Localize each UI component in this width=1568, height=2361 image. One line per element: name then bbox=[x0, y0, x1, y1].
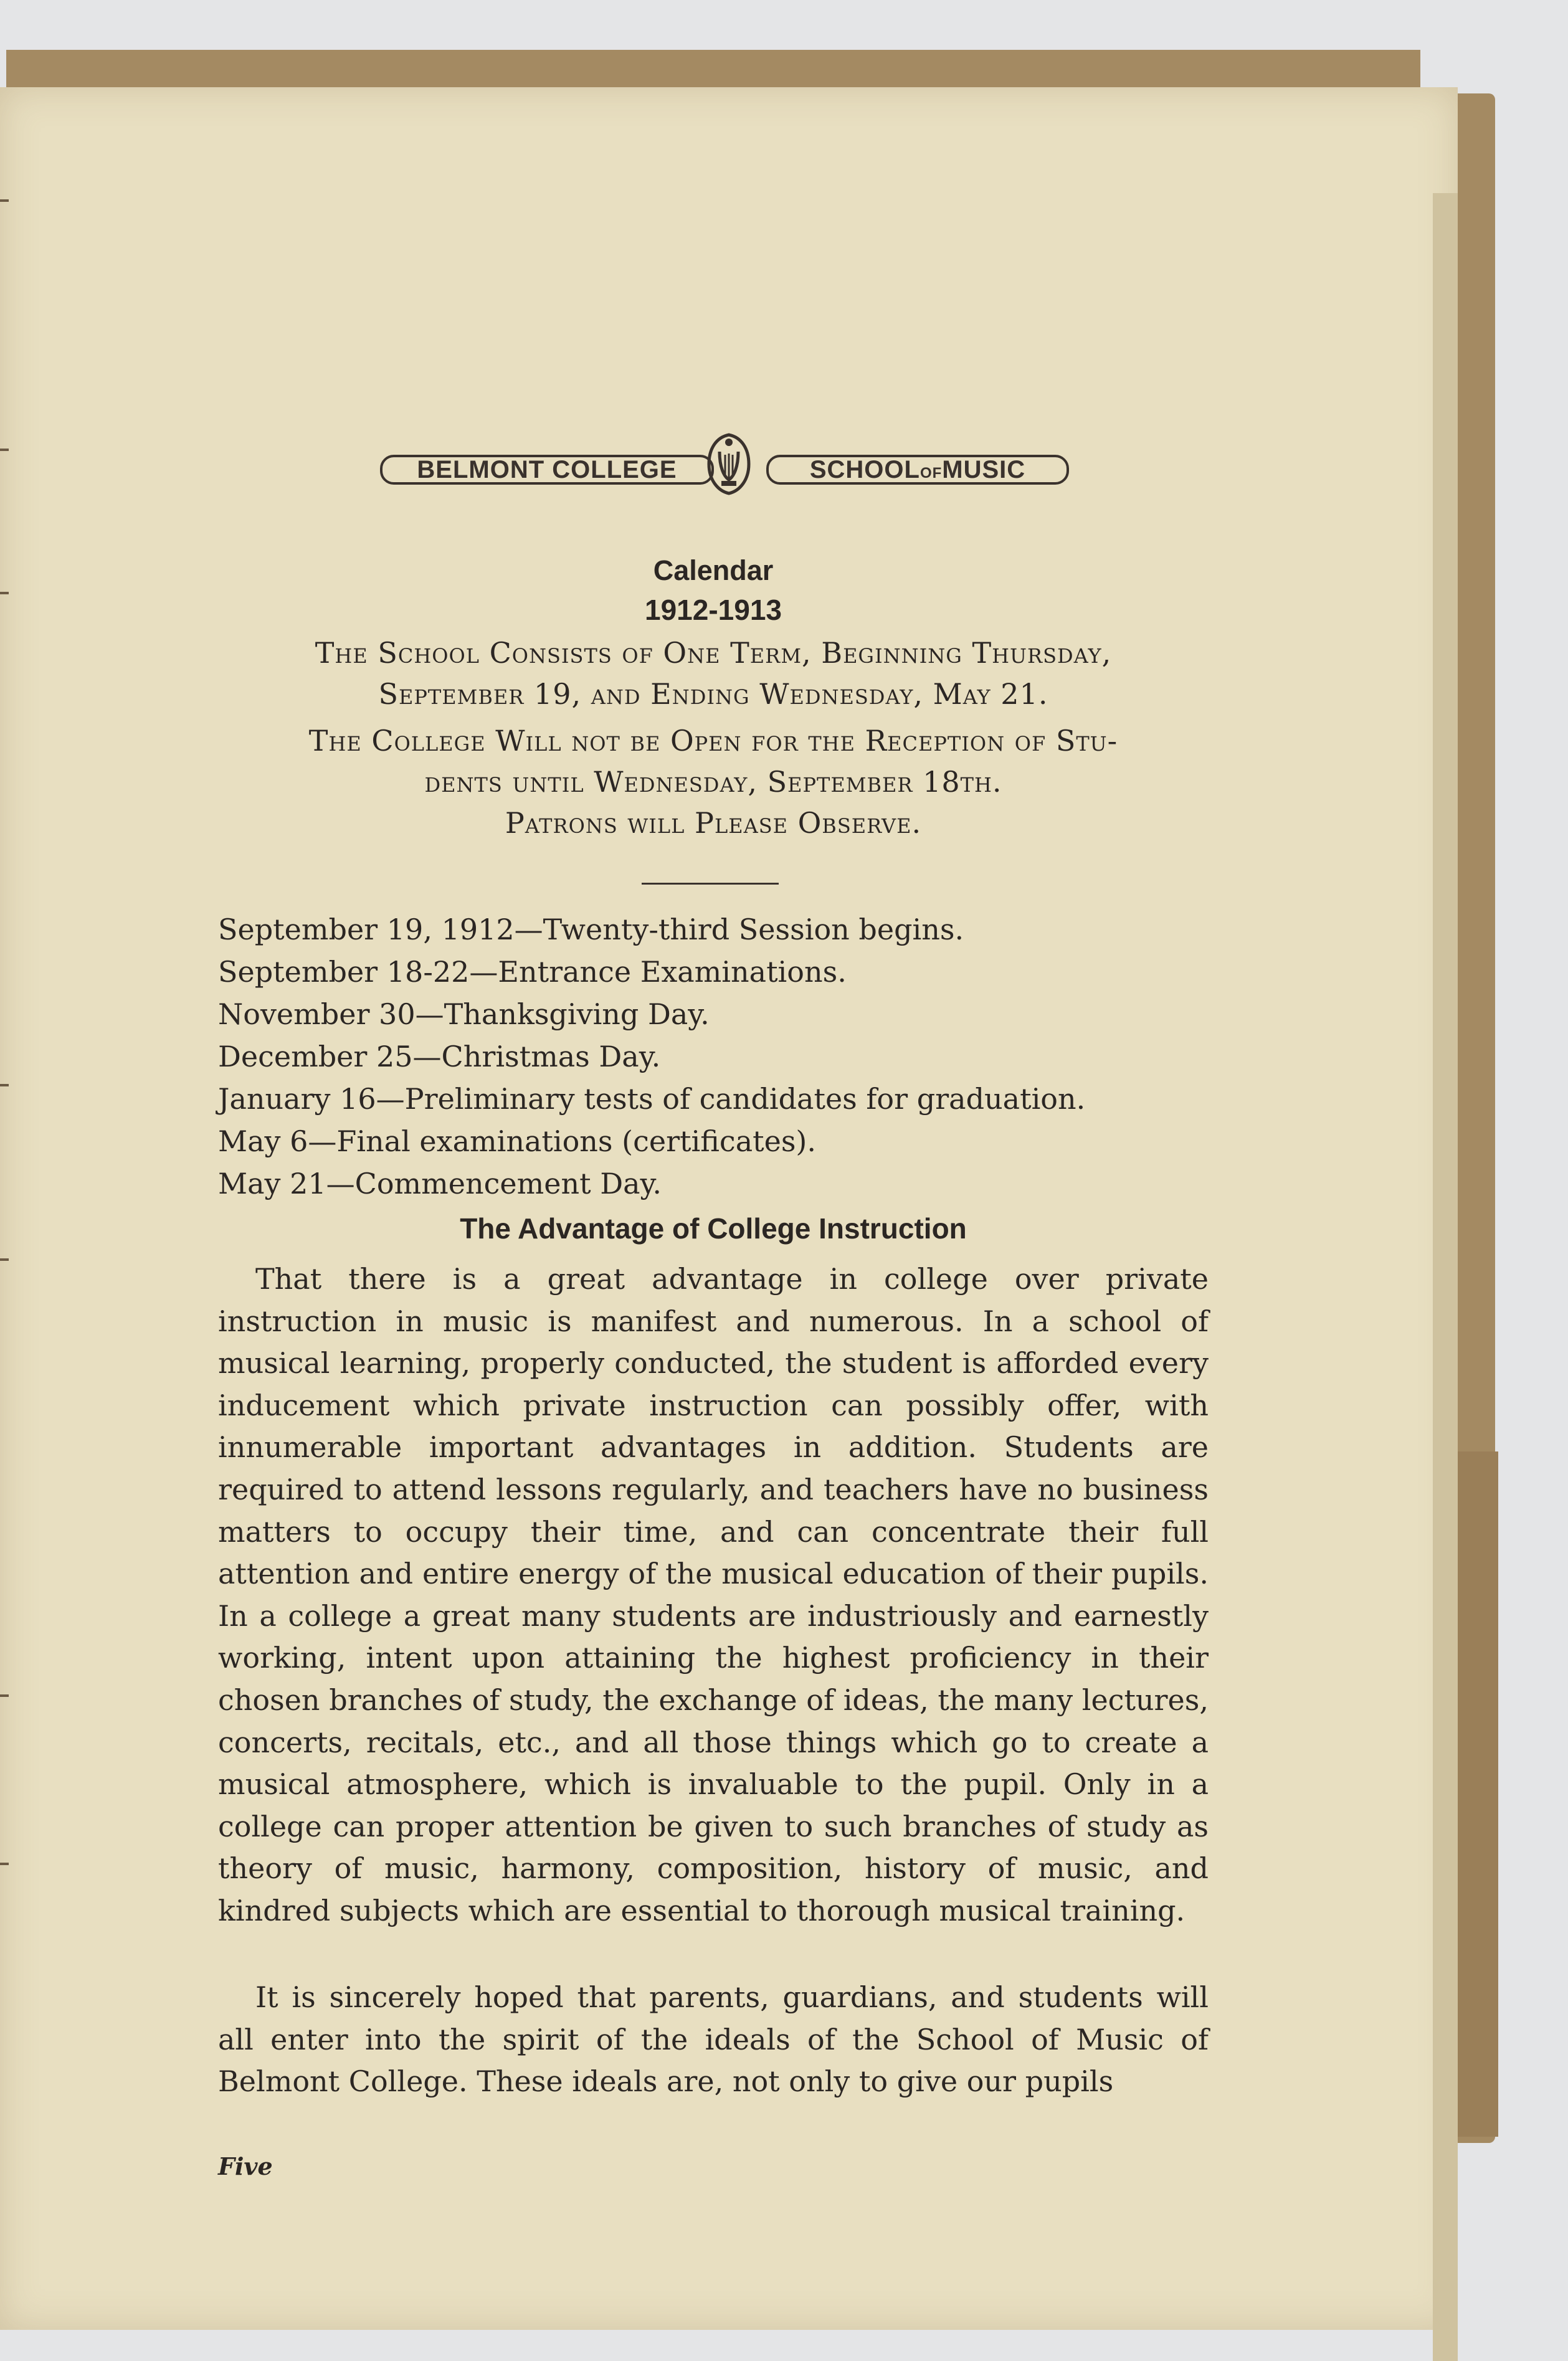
margin-mark bbox=[0, 1694, 9, 1697]
calendar-event: May 6—Final examinations (certificates). bbox=[218, 1124, 817, 1158]
notice-line: The School Consists of One Term, Beginning Thursday, bbox=[315, 636, 1112, 670]
calendar-event: November 30—Thanksgiving Day. bbox=[218, 997, 710, 1031]
header-of-word: OF bbox=[919, 465, 943, 482]
header-school-word: SCHOOL bbox=[809, 456, 920, 483]
page-number: Five bbox=[218, 2152, 273, 2180]
header-music-word: MUSIC bbox=[942, 456, 1026, 483]
margin-mark bbox=[0, 592, 9, 594]
calendar-event: September 19, 1912—Twenty-third Session begins. bbox=[218, 913, 964, 946]
margin-mark bbox=[0, 1258, 9, 1261]
calendar-events-list bbox=[218, 908, 1209, 1205]
calendar-event: May 21—Commencement Day. bbox=[218, 1167, 662, 1200]
calendar-event: December 25—Christmas Day. bbox=[218, 1040, 661, 1073]
margin-mark bbox=[0, 449, 9, 451]
margin-mark bbox=[0, 199, 9, 202]
margin-mark bbox=[0, 1084, 9, 1086]
header-school-label bbox=[766, 455, 1069, 485]
header-college-label: BELMONT COLLEGE bbox=[380, 455, 714, 485]
document-page bbox=[0, 87, 1458, 2330]
calendar-event: January 16—Preliminary tests of candidates for graduation. bbox=[218, 1082, 1086, 1116]
section-heading: The Advantage of College Instruction bbox=[460, 1212, 967, 1245]
calendar-year: 1912-1913 bbox=[645, 594, 782, 626]
calendar-event: September 18-22—Entrance Examinations. bbox=[218, 955, 847, 989]
notice-line: The College Will not be Open for the Reception of Stu- bbox=[308, 724, 1118, 758]
notice-line: Patrons will Please Observe. bbox=[505, 806, 922, 840]
lyre-emblem-icon bbox=[698, 430, 760, 498]
notice-line: September 19, and Ending Wednesday, May 21. bbox=[378, 677, 1048, 711]
margin-mark bbox=[0, 1863, 9, 1865]
body-paragraph: That there is a great advantage in college over private instruction in music is manifest and numerous. In a school of musical learning, properly conducted, the student is afforded every inducement which private instruction can possibly offer, with innumerable important advantages in addition. Students are required to attend lessons regularly, and teachers have no business matters to occupy their time, and can concentrate their full attention and entire energy of the musical education of their pupils. In a college a great many students are industriously and earnestly working, intent upon attaining the highest proficiency in their chosen branches of study, the exchange of ideas, the many lectures, concerts, recitals, etc., and all those things which go to create a musical atmosphere, which is invaluable to the pupil. Only in a college can proper attention be given to such branches of study as theory of music, harmony, composition, history of music, and kindred subjects which are essential to thorough musical training. bbox=[218, 1262, 1209, 1927]
header-banner bbox=[380, 430, 1065, 498]
body-paragraph: It is sincerely hoped that parents, guardians, and students will all enter into the spirit of the ideals of the School of Music of Belmont College. These ideals are, not only to give our pupils bbox=[218, 1980, 1209, 2099]
page-fold-edge bbox=[1433, 193, 1458, 2361]
calendar-title: Calendar bbox=[653, 554, 774, 586]
divider-rule bbox=[642, 883, 779, 885]
notice-line: dents until Wednesday, September 18th. bbox=[424, 765, 1002, 799]
